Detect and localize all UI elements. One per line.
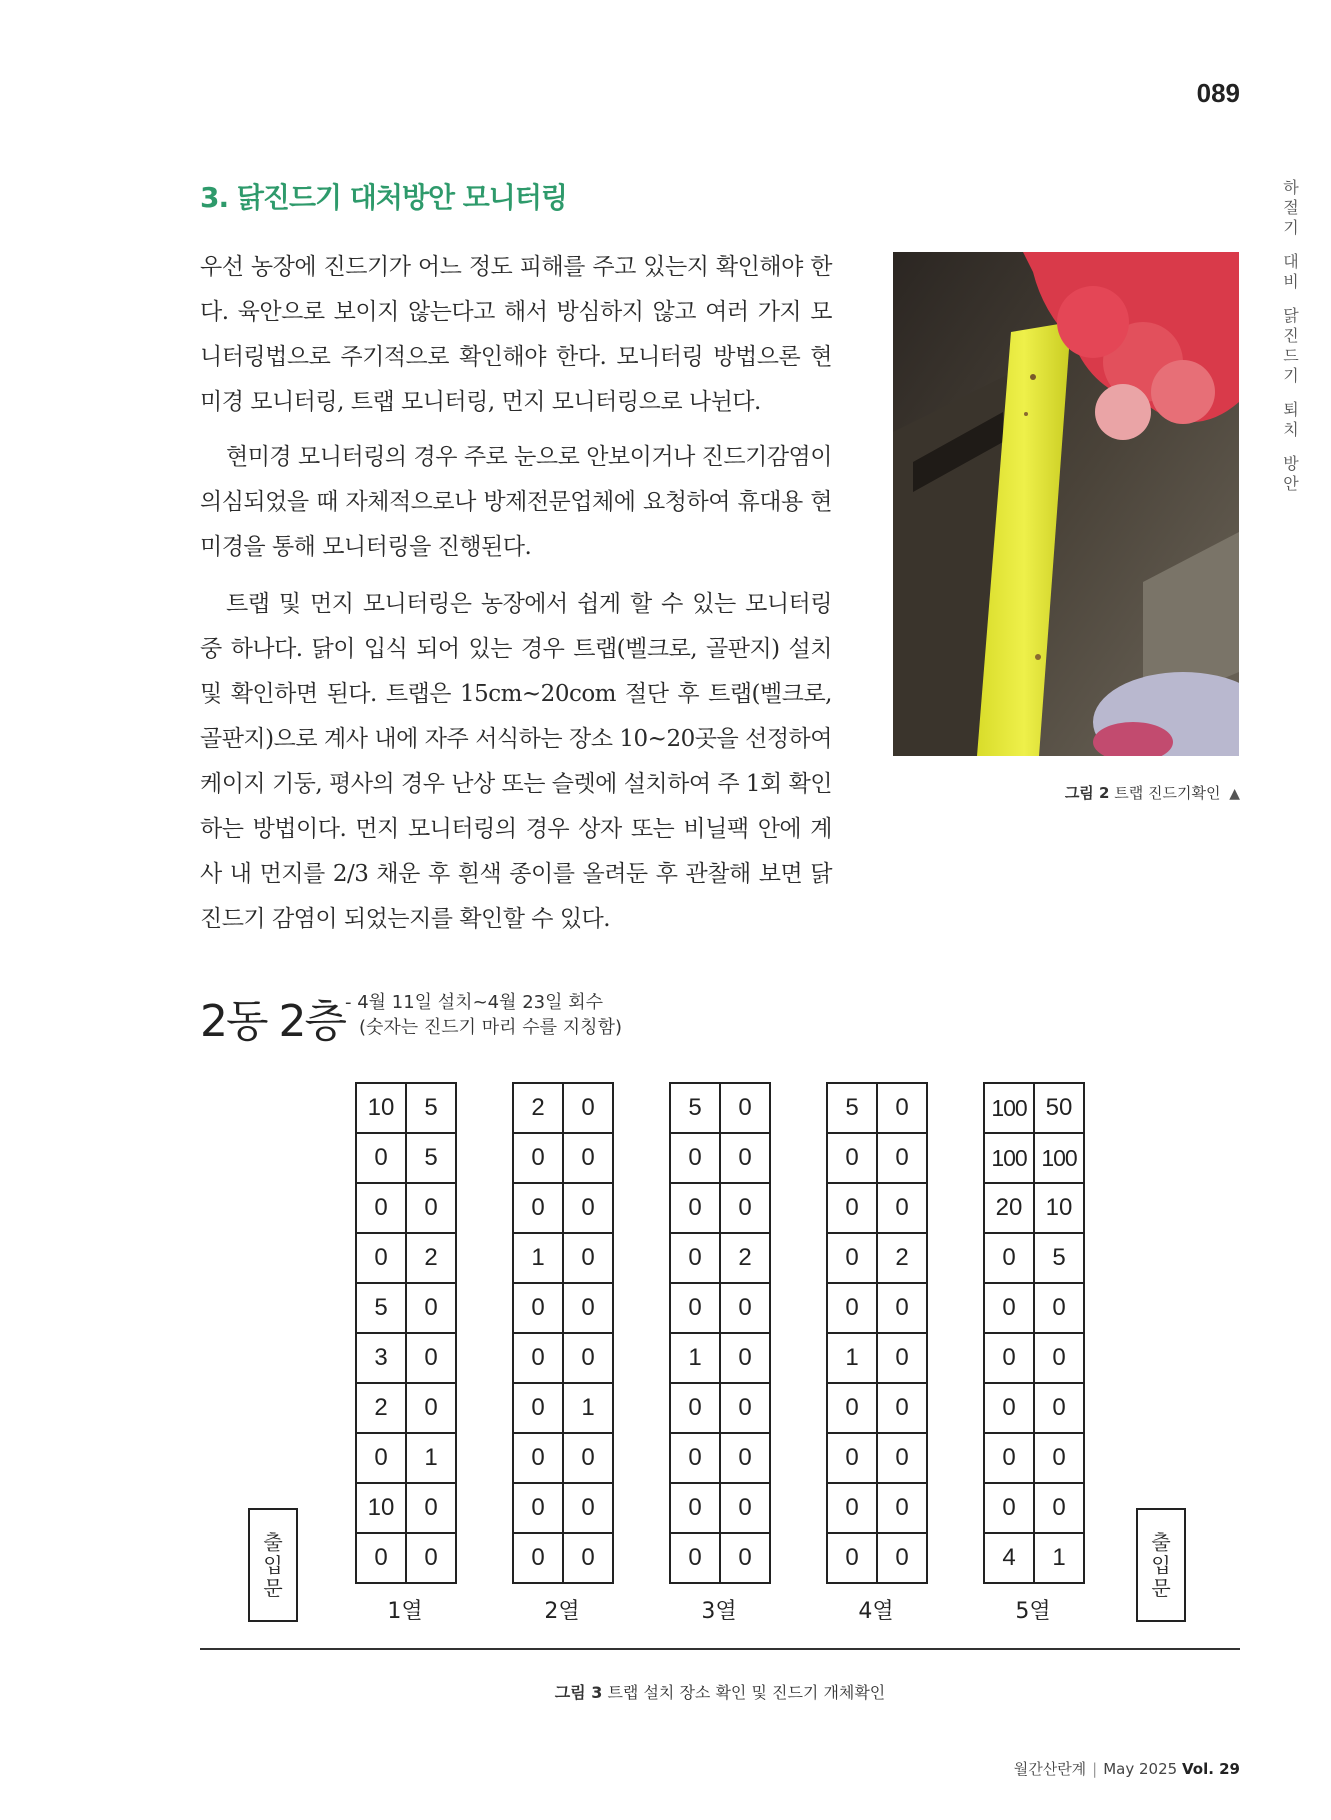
paragraph-microscope: 현미경 모니터링의 경우 주로 눈으로 안보이거나 진드기감염이 의심되었을 때 자체적으로나 방제전문업체에 요청하여 휴대용 현미경을 통해 모니터링을 진행된다. (200, 444, 832, 560)
mite-count-cell: 0 (513, 1533, 563, 1583)
trap-grid-line (513, 1133, 613, 1183)
row-label: 4열 (858, 1599, 894, 1624)
mite-count-cell: 0 (827, 1433, 877, 1483)
trap-grid-line (356, 1433, 456, 1483)
side-label-char: 진 (1283, 326, 1299, 345)
magazine-name: 월간산란계 (1013, 1760, 1087, 1778)
side-label-char: 방 (1283, 454, 1299, 473)
trap-grid-line (356, 1133, 456, 1183)
door-char: 입 (1151, 1552, 1171, 1577)
floor-note-legend: (숫자는 진드기 마리 수를 지칭함) (359, 1017, 622, 1038)
mite-count-cell: 0 (1034, 1383, 1084, 1433)
trap-grid-line (827, 1333, 927, 1383)
side-label-char: 기 (1283, 218, 1299, 237)
mite-count-cell: 1 (513, 1233, 563, 1283)
trap-grid-line (670, 1233, 770, 1283)
mite-count-cell: 3 (356, 1333, 406, 1383)
mite-count-cell: 0 (877, 1433, 927, 1483)
mite-count-cell: 0 (1034, 1483, 1084, 1533)
mite-count-cell: 5 (406, 1083, 456, 1133)
mite-count-cell: 0 (406, 1283, 456, 1333)
trap-grid-line (670, 1333, 770, 1383)
mite-count-cell: 0 (877, 1283, 927, 1333)
paragraph-intro: 우선 농장에 진드기가 어느 정도 피해를 주고 있는지 확인해야 한다. 육안으로 보이지 않는다고 해서 방심하지 않고 여러 가지 모니터링법으로 주기적으로 확인해야 한다. 모니터링 방법으론 현미경 모니터링, 트랩 모니터링, 먼지 모니터링으로 나뉜다. (200, 254, 832, 415)
trap-grid-line (984, 1233, 1084, 1283)
page-footer: 월간산란계 | May 2025 Vol. 29 (1013, 1760, 1240, 1778)
mite-count-cell: 0 (513, 1433, 563, 1483)
mite-count-cell: 0 (984, 1483, 1034, 1533)
mite-count-cell: 5 (1034, 1233, 1084, 1283)
door-char: 출 (1151, 1529, 1171, 1554)
door-char: 문 (263, 1575, 283, 1600)
side-label-char: 대 (1283, 252, 1299, 271)
trap-grid-line (827, 1283, 927, 1333)
side-label-char: 비 (1283, 272, 1299, 291)
row-label: 3열 (701, 1599, 737, 1624)
side-label-char: 기 (1283, 366, 1299, 385)
mite-count-cell: 0 (670, 1383, 720, 1433)
row-label: 5열 (1015, 1599, 1051, 1624)
entrance-door-left (248, 1508, 298, 1622)
trap-grid-line (513, 1283, 613, 1333)
mite-count-cell: 100 (984, 1083, 1034, 1133)
mite-count-cell: 2 (356, 1383, 406, 1433)
mite-count-cell: 0 (563, 1283, 613, 1333)
trap-grid-line (356, 1283, 456, 1333)
mite-count-cell: 0 (1034, 1333, 1084, 1383)
mite-count-cell: 0 (877, 1183, 927, 1233)
trap-grid-line (356, 1483, 456, 1533)
trap-grid-line (827, 1233, 927, 1283)
mite-count-cell: 0 (670, 1433, 720, 1483)
mite-count-cell: 0 (356, 1133, 406, 1183)
mite-count-cell: 0 (513, 1283, 563, 1333)
mite-count-cell: 0 (513, 1133, 563, 1183)
trap-grid-line (827, 1433, 927, 1483)
mite-count-cell: 10 (356, 1083, 406, 1133)
trap-grid-line (984, 1533, 1084, 1583)
side-label-char: 닭 (1283, 306, 1299, 325)
mite-count-cell: 0 (670, 1483, 720, 1533)
trap-grid-line (356, 1533, 456, 1583)
trap-grid-line (827, 1483, 927, 1533)
mite-count-cell: 0 (720, 1133, 770, 1183)
mite-count-cell: 0 (984, 1383, 1034, 1433)
trap-grid-line (827, 1183, 927, 1233)
mite-count-cell: 0 (720, 1533, 770, 1583)
mite-count-cell: 0 (720, 1333, 770, 1383)
mite-count-cell: 0 (670, 1133, 720, 1183)
mite-count-cell: 0 (563, 1483, 613, 1533)
row-label: 1열 (387, 1599, 423, 1624)
mite-count-cell: 0 (827, 1183, 877, 1233)
entrance-door-right (1136, 1508, 1186, 1622)
mite-count-cell: 0 (563, 1083, 613, 1133)
mite-count-cell: 0 (1034, 1283, 1084, 1333)
trap-grid-row-5 (983, 1082, 1085, 1584)
page-number: 089 (1196, 78, 1240, 108)
mite-count-cell: 1 (827, 1333, 877, 1383)
trap-grid-line (513, 1333, 613, 1383)
mite-count-cell: 0 (356, 1433, 406, 1483)
door-char: 문 (1151, 1575, 1171, 1600)
mite-count-cell: 5 (827, 1083, 877, 1133)
mite-count-cell: 2 (406, 1233, 456, 1283)
mite-count-cell: 0 (670, 1283, 720, 1333)
mite-count-cell: 0 (563, 1233, 613, 1283)
trap-grid-line (984, 1133, 1084, 1183)
trap-grid-line (513, 1483, 613, 1533)
mite-count-cell: 0 (720, 1483, 770, 1533)
mite-count-cell: 10 (1034, 1183, 1084, 1233)
floor-notes (345, 990, 622, 1040)
trap-grid-line (984, 1183, 1084, 1233)
trap-grid-line (513, 1183, 613, 1233)
floor-title: 2동 2층 (200, 996, 345, 1047)
mite-count-cell: 0 (827, 1533, 877, 1583)
mite-count-cell: 2 (720, 1233, 770, 1283)
mite-count-cell: 0 (827, 1483, 877, 1533)
trap-grid-line (984, 1483, 1084, 1533)
mite-count-cell: 0 (1034, 1433, 1084, 1483)
mite-count-cell: 0 (877, 1083, 927, 1133)
mite-count-cell: 0 (877, 1383, 927, 1433)
row-label: 2열 (544, 1599, 580, 1624)
mite-count-cell: 0 (984, 1233, 1034, 1283)
section-title: 3. 닭진드기 대처방안 모니터링 (200, 181, 567, 214)
trap-grid-line (513, 1533, 613, 1583)
trap-grid-line (827, 1133, 927, 1183)
door-char: 출 (263, 1529, 283, 1554)
trap-grid-line (670, 1433, 770, 1483)
mite-count-cell: 5 (670, 1083, 720, 1133)
trap-grid-line (670, 1083, 770, 1133)
side-section-label (1276, 178, 1306, 494)
trap-grid-line (984, 1083, 1084, 1133)
mite-count-cell: 1 (406, 1433, 456, 1483)
mite-count-cell: 0 (877, 1483, 927, 1533)
mite-count-cell: 0 (406, 1533, 456, 1583)
mite-count-cell: 0 (563, 1183, 613, 1233)
mite-count-cell: 50 (1034, 1083, 1084, 1133)
trap-grid-line (670, 1283, 770, 1333)
mite-count-cell: 20 (984, 1183, 1034, 1233)
trap-grid-line (670, 1483, 770, 1533)
mite-count-cell: 0 (827, 1233, 877, 1283)
mite-count-cell: 1 (1034, 1533, 1084, 1583)
trap-grid-line (827, 1533, 927, 1583)
mite-count-cell: 0 (877, 1133, 927, 1183)
mite-count-cell: 0 (356, 1533, 406, 1583)
mite-count-cell: 0 (513, 1483, 563, 1533)
side-label-char: 드 (1283, 346, 1299, 365)
mite-count-cell: 0 (670, 1233, 720, 1283)
trap-grid-line (513, 1383, 613, 1433)
mite-count-cell: 1 (563, 1383, 613, 1433)
mite-count-cell: 0 (356, 1183, 406, 1233)
mite-count-cell: 100 (984, 1133, 1034, 1183)
trap-grid-row-1 (355, 1082, 457, 1584)
mite-count-cell: 0 (513, 1183, 563, 1233)
triangle-up-icon: ▲ (1229, 786, 1240, 802)
trap-grid-line (670, 1183, 770, 1233)
figure-2-text: 트랩 진드기확인 (1114, 784, 1221, 802)
mite-count-cell: 0 (563, 1533, 613, 1583)
side-label-char: 퇴 (1283, 400, 1299, 419)
trap-grid-line (670, 1533, 770, 1583)
mite-count-cell: 0 (563, 1133, 613, 1183)
mite-count-cell: 0 (720, 1083, 770, 1133)
mite-count-cell: 0 (877, 1333, 927, 1383)
issue-date: May 2025 (1103, 1760, 1178, 1778)
trap-mite-photo (893, 252, 1239, 756)
trap-grid-line (513, 1433, 613, 1483)
trap-grid-line (513, 1083, 613, 1133)
trap-grid-line (827, 1383, 927, 1433)
mite-count-cell: 0 (670, 1183, 720, 1233)
trap-grid-line (984, 1283, 1084, 1333)
trap-grid-line (356, 1083, 456, 1133)
mite-count-cell: 0 (827, 1383, 877, 1433)
trap-grid-line (513, 1233, 613, 1283)
mite-count-cell: 0 (720, 1183, 770, 1233)
mite-count-cell: 100 (1034, 1133, 1084, 1183)
trap-grid-row-2 (512, 1082, 614, 1584)
mite-count-cell: 0 (563, 1333, 613, 1383)
trap-grid-line (984, 1433, 1084, 1483)
divider-line (200, 1648, 1240, 1650)
floor-note-period: - 4월 11일 설치~4월 23일 회수 (345, 992, 604, 1013)
side-label-char: 절 (1283, 198, 1299, 217)
trap-grid-line (356, 1233, 456, 1283)
trap-grid-line (356, 1383, 456, 1433)
trap-grid-line (670, 1383, 770, 1433)
mite-count-cell: 0 (670, 1533, 720, 1583)
paragraph-trap-dust: 트랩 및 먼지 모니터링은 농장에서 쉽게 할 수 있는 모니터링 중 하나다. 닭이 입식 되어 있는 경우 트랩(벨크로, 골판지) 설치 및 확인하면 된다. 트랩은 15cm~20com 절단 후 트랩(벨크로, 골판지)으로 계사 내에 자주 서식하는 장소 10~20곳을 선정하여 케이지 기둥, 평사의 경우 난상 또는 슬렛에 설치하여 주 1회 확인하는 방법이다. 먼지 모니터링의 경우 상자 또는 비닐팩 안에 계사 내 먼지를 2/3 채운 후 흰색 종이를 올려둔 후 관찰해 보면 닭 진드기 감염이 되었는지를 확인할 수 있다. (200, 591, 833, 932)
side-label-char: 안 (1283, 474, 1299, 493)
mite-count-cell: 0 (406, 1333, 456, 1383)
trap-grid-line (827, 1083, 927, 1133)
mite-count-cell: 0 (877, 1533, 927, 1583)
trap-grid-row-3 (669, 1082, 771, 1584)
mite-count-cell: 2 (513, 1083, 563, 1133)
trap-grid-row-4 (826, 1082, 928, 1584)
figure-3-text: 트랩 설치 장소 확인 및 진드기 개체확인 (607, 1683, 886, 1702)
side-label-char: 하 (1283, 178, 1299, 197)
mite-count-cell: 0 (513, 1333, 563, 1383)
trap-grid-line (984, 1383, 1084, 1433)
trap-grid-line (356, 1333, 456, 1383)
mite-count-cell: 0 (406, 1483, 456, 1533)
mite-count-cell: 4 (984, 1533, 1034, 1583)
mite-count-cell: 5 (406, 1133, 456, 1183)
mite-count-cell: 0 (406, 1183, 456, 1233)
mite-count-cell: 0 (984, 1283, 1034, 1333)
issue-volume: Vol. 29 (1181, 1760, 1240, 1778)
mite-count-cell: 0 (406, 1383, 456, 1433)
mite-count-cell: 0 (827, 1133, 877, 1183)
mite-count-cell: 10 (356, 1483, 406, 1533)
mite-count-cell: 0 (563, 1433, 613, 1483)
mite-count-cell: 0 (720, 1383, 770, 1433)
mite-count-cell: 0 (827, 1283, 877, 1333)
trap-grid-line (670, 1133, 770, 1183)
mite-count-cell: 0 (720, 1433, 770, 1483)
mite-count-cell: 1 (670, 1333, 720, 1383)
side-label-char: 치 (1283, 420, 1299, 439)
mite-count-cell: 0 (356, 1233, 406, 1283)
trap-grid-line (984, 1333, 1084, 1383)
mite-count-cell: 0 (984, 1433, 1034, 1483)
mite-count-cell: 2 (877, 1233, 927, 1283)
mite-count-cell: 0 (513, 1383, 563, 1433)
mite-count-cell: 5 (356, 1283, 406, 1333)
figure-2-label: 그림 2 (1064, 784, 1110, 802)
figure-3-label: 그림 3 (554, 1683, 603, 1702)
door-char: 입 (263, 1552, 283, 1577)
figure-3-caption (200, 1680, 1240, 1703)
mite-count-cell: 0 (984, 1333, 1034, 1383)
figure-2-caption (1000, 782, 1240, 803)
mite-count-cell: 0 (720, 1283, 770, 1333)
trap-grid-line (356, 1183, 456, 1233)
